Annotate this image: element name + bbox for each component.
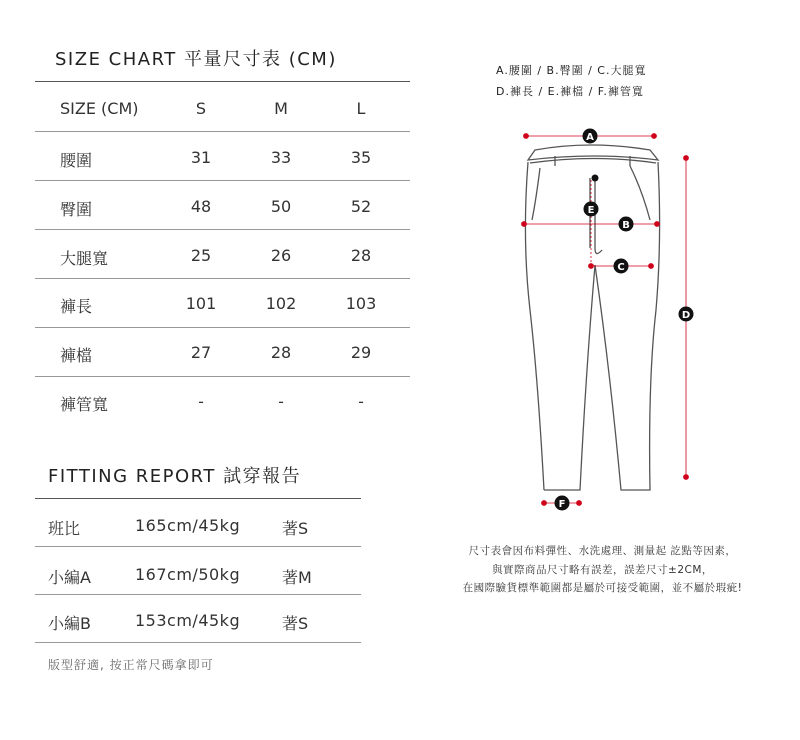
size-row-value-s: 27 — [190, 343, 212, 362]
size-row-label: 腰圍 — [60, 151, 93, 170]
measurement-legend-line-1: A.腰圍 / B.臀圍 / C.大腿寬 — [496, 64, 647, 77]
marker-b-label: B — [622, 220, 630, 231]
size-row-value-m: 50 — [270, 197, 292, 216]
size-row-value-l: - — [358, 392, 364, 411]
size-header-l: L — [356, 99, 366, 118]
marker-f-label: F — [558, 499, 566, 510]
disclaimer-line-1: 尺寸表會因布料彈性、水洗處理、測量起 訖點等因素， — [468, 545, 737, 557]
measurement-legend-line-2: D.褲長 / E.褲檔 / F.褲管寬 — [496, 85, 644, 98]
size-row-value-m: 28 — [270, 343, 292, 362]
fitting-note: 版型舒適, 按正常尺碼拿即可 — [48, 658, 214, 672]
size-row-value-m: 102 — [265, 294, 297, 313]
fitting-size: 著M — [282, 568, 312, 587]
size-row-value-l: 28 — [350, 246, 372, 265]
size-chart-top-rule — [35, 81, 410, 82]
marker-e-label: E — [587, 205, 595, 216]
fitting-size: 著S — [282, 614, 309, 633]
marker-a-label: A — [586, 132, 594, 143]
pants-measurement-diagram — [500, 120, 710, 520]
marker-d-icon — [679, 307, 694, 322]
button-icon — [592, 175, 599, 182]
size-header-m: M — [274, 99, 288, 118]
size-row-value-m: - — [278, 392, 284, 411]
size-row-label: 褲檔 — [60, 346, 93, 365]
size-chart-rule — [35, 229, 410, 230]
measurement-guides — [522, 134, 689, 506]
size-row-value-l: 52 — [350, 197, 372, 216]
fitting-rule — [35, 594, 361, 595]
size-row-value-s: 25 — [190, 246, 212, 265]
size-row-value-l: 29 — [350, 343, 372, 362]
marker-b-icon — [619, 217, 634, 232]
marker-c-label: C — [617, 262, 625, 273]
size-row-value-s: - — [198, 392, 204, 411]
pants-outline — [525, 145, 659, 490]
size-row-value-l: 103 — [345, 294, 377, 313]
marker-e-icon — [584, 202, 599, 217]
size-row-value-m: 26 — [270, 246, 292, 265]
fitting-size: 著S — [282, 519, 309, 538]
size-row-label: 褲長 — [60, 297, 93, 316]
disclaimer-line-3: 在國際驗貨標準範圍都是屬於可接受範圍，並不屬於瑕疵! — [462, 582, 743, 594]
fitting-measure: 153cm/45kg — [135, 611, 241, 630]
size-row-value-s: 31 — [190, 148, 212, 167]
marker-c-icon — [614, 259, 629, 274]
fitting-name: 小編A — [48, 568, 91, 587]
size-chart-title: SIZE CHART 平量尺寸表 (CM) — [55, 49, 337, 70]
size-row-label: 大腿寬 — [60, 249, 109, 268]
size-row-label: 褲管寬 — [60, 395, 109, 414]
marker-a-icon — [583, 129, 598, 144]
marker-f-icon — [555, 496, 570, 511]
fitting-name: 班比 — [48, 519, 81, 538]
fitting-measure: 165cm/45kg — [135, 516, 241, 535]
size-header-label: SIZE (CM) — [60, 99, 139, 118]
size-chart-rule — [35, 278, 410, 279]
disclaimer-line-2: 與實際商品尺寸略有誤差，誤差尺寸±2CM， — [492, 564, 713, 576]
size-row-value-m: 33 — [270, 148, 292, 167]
fitting-report-title: FITTING REPORT 試穿報告 — [48, 466, 302, 487]
marker-d-label: D — [681, 310, 691, 321]
size-row-label: 臀圍 — [60, 200, 93, 219]
size-row-value-s: 101 — [185, 294, 217, 313]
size-chart-rule — [35, 327, 410, 328]
size-chart-rule — [35, 376, 410, 377]
size-header-s: S — [195, 99, 207, 118]
size-row-value-l: 35 — [350, 148, 372, 167]
fitting-report-top-rule — [35, 498, 361, 499]
fitting-rule — [35, 546, 361, 547]
size-row-value-s: 48 — [190, 197, 212, 216]
fitting-rule — [35, 642, 361, 643]
fitting-name: 小編B — [48, 614, 91, 633]
size-chart-rule — [35, 180, 410, 181]
fitting-measure: 167cm/50kg — [135, 565, 241, 584]
size-chart-rule — [35, 131, 410, 132]
